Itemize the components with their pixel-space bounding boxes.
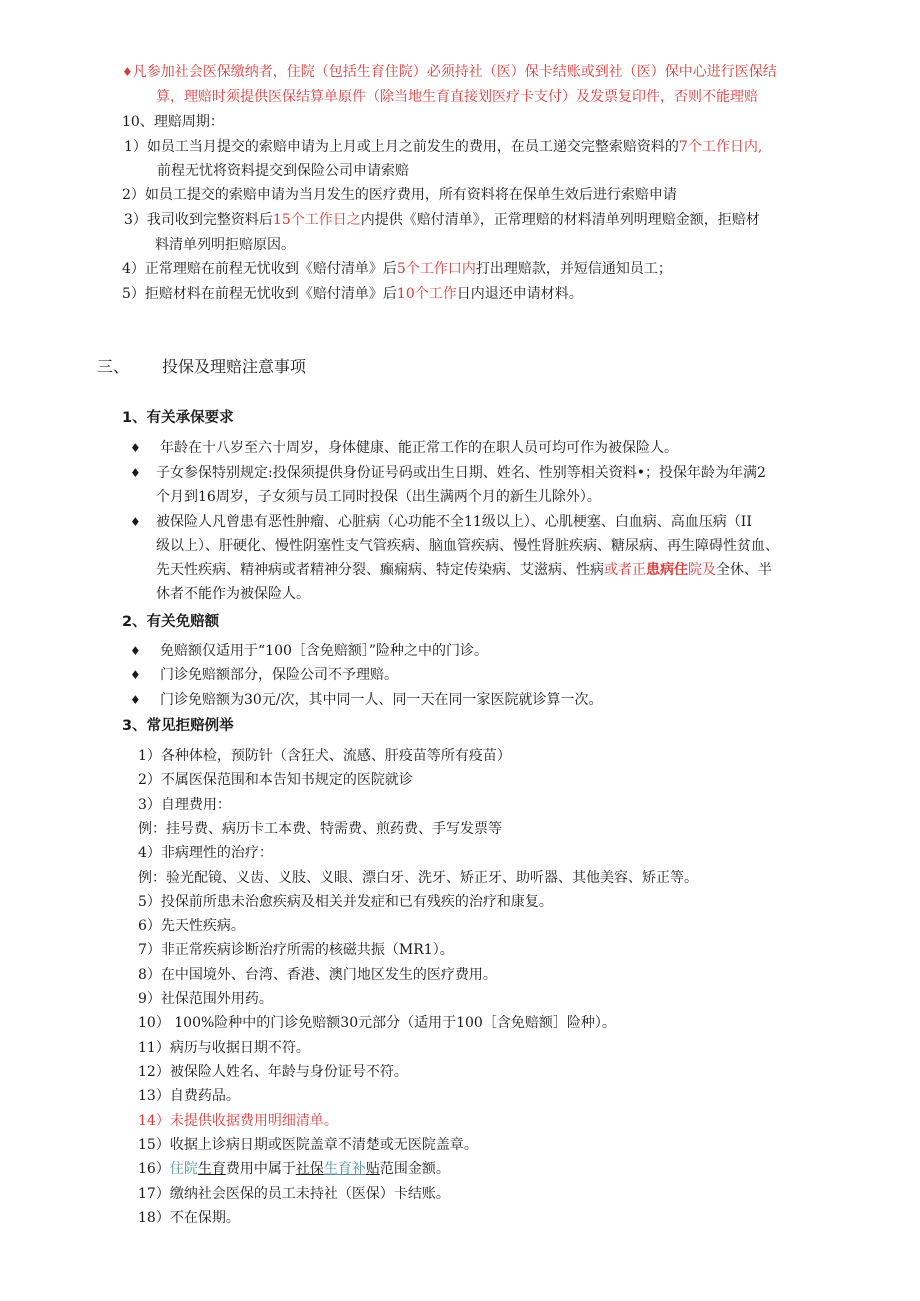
item-16-number: 16） (138, 1161, 170, 1177)
rejection-item: 18）不在保期。 (138, 1210, 240, 1226)
item-16-underlined-3: 贴 (365, 1161, 380, 1177)
s2-bullet-2: 门诊免赔额部分，保险公司不予理赔。 (160, 667, 398, 683)
item-16-end: 范围金额。 (379, 1161, 450, 1177)
section-title: 投保及理赔注意事项 (162, 357, 307, 376)
s2-bullet-3: 门诊免赔额为30元/次，其中同一人、同一天在同一家医院就诊算一次。 (160, 692, 603, 708)
s1-bullet-1: 年龄在十八岁至六十周岁，身体健康、能正常工作的在职人员可均可作为被保险人。 (160, 440, 678, 456)
rejection-item: 3）自理费用： (138, 797, 231, 813)
rejection-item: 15）收据上诊病日期或医院盖章不清楚或无医院盖章。 (138, 1137, 478, 1153)
rejection-item: 例：挂号费、病历卡工本费、特需费、煎药费、手写发票等 (138, 821, 502, 837)
rejection-item: 13）自费药品。 (138, 1088, 240, 1104)
rejection-item: 12）被保险人姓名、年龄与身份证号不符。 (138, 1064, 408, 1080)
s1-bullet-3-line-1: 被保险人凡曾患有恶性肿瘤、心脏病（心功能不全11级以上）、心肌梗塞、白血病、高血压病（II (156, 514, 752, 530)
period-item-5-highlight: 10个工作 (396, 286, 457, 302)
diamond-bullet-icon: ♦ (130, 668, 141, 682)
s1-bullet-3-line-4: 休者不能作为被保险人。 (156, 586, 310, 602)
s1-bullet-3-line-3-post: 全休、半 (716, 562, 772, 578)
s1-bullet-3-red-bold: 患病住 (646, 562, 688, 578)
intro-line-1 (122, 62, 777, 82)
diamond-bullet-icon: ♦ (130, 693, 141, 707)
item-16-teal-2: 生育补 (323, 1161, 366, 1177)
period-item-3-post: 内提供《赔付清单》，正常理赔的材料清单列明理赔金额，拒赔材 (360, 212, 760, 228)
s1-bullet-3-red-1: 或者正 (604, 562, 646, 578)
rejection-item: 9）社保范围外用药。 (138, 991, 273, 1007)
intro-text-1: 凡参加社会医保缴纳者，住院（包括生育住院）必须持社（医）保卡结账或到社（医）保中心进行医保结 (132, 64, 777, 80)
rejection-item: 1）各种体检，预防针（含狂犬、流感、肝疫苗等所有疫苗） (138, 748, 511, 764)
period-title: 10、理赔周期： (122, 114, 224, 130)
period-item-5-pre: 5）拒赔材料在前程无忧收到《赔付清单》后 (122, 286, 397, 302)
section-number: 三、 (97, 357, 130, 376)
item-16-mid: 费用中属于 (225, 1161, 296, 1177)
s1-bullet-2-line-2: 个月到16周岁，子女须与员工同时投保（出生满两个月的新生儿除外）。 (156, 489, 601, 505)
period-item-3 (124, 210, 760, 230)
rejection-item-16 (138, 1159, 450, 1179)
rejection-item-highlighted: 14）未提供收据费用明细清单。 (138, 1113, 338, 1129)
item-16-teal-1: 住院 (169, 1161, 198, 1177)
s1-bullet-3-line-3 (156, 560, 772, 580)
period-item-4-post: 打出理赔款，并短信通知员工； (475, 261, 672, 277)
diamond-bullet-icon: ♦ (130, 466, 141, 480)
intro-line-2: 算，理赔时须提供医保结算单原件（除当地生育直接划医疗卡支付）及发票复印件，否则不能理赔 (156, 89, 758, 105)
s1-bullet-3-line-2: 级以上）、肝硬化、慢性阴塞性支气管疾病、脑血管疾病、慢性肾脏疾病、糖尿病、再生障碍性贫血、 (156, 538, 779, 554)
period-item-4-highlight: 5个工作口内 (396, 261, 476, 277)
period-item-2: 2）如员工提交的索赔申请为当月发生的医疗费用，所有资料将在保单生效后进行索赔申请 (122, 187, 677, 203)
period-item-5 (122, 284, 583, 304)
diamond-bullet-icon: ♦ (122, 65, 133, 79)
rejection-item: 17）缴纳社会医保的员工未持社（医保）卡结账。 (138, 1186, 450, 1202)
period-item-4 (122, 259, 672, 279)
period-item-1-text: 1）如员工当月提交的索赔申请为上月或上月之前发生的费用，在员工递交完整索赔资料的 (124, 139, 679, 155)
item-16-underlined-1: 生育 (197, 1161, 226, 1177)
s2-bullet-1: 免赔额仅适用于“100［含免赔额］”险种之中的门诊。 (160, 643, 489, 659)
period-item-1-line-2: 前程无忧将资料提交到保险公司申请索赔 (157, 163, 409, 179)
s1-bullet-2-line-1: 子女参保特别规定:投保须提供身份证号码或出生日期、姓名、性别等相关资料•；投保年龄为年满2 (156, 465, 766, 481)
item-16-underlined-2: 社保 (295, 1161, 324, 1177)
rejection-item: 6）先天性疾病。 (138, 918, 245, 934)
period-item-5-post: 日内退还申请材料。 (456, 286, 583, 302)
rejection-item: 7）非正常疾病诊断治疗所需的核磁共振（MR1）。 (138, 942, 454, 958)
period-item-3-highlight: 15个工作日之 (272, 212, 361, 228)
rejection-item: 8）在中国境外、台湾、香港、澳门地区发生的医疗费用。 (138, 967, 497, 983)
period-item-3-line-2: 料清单列明拒赔原因。 (155, 237, 295, 253)
diamond-bullet-icon: ♦ (130, 515, 141, 529)
s1-bullet-3-red-2: 院及 (688, 562, 716, 578)
period-item-3-pre: 3）我司收到完整资料后 (124, 212, 273, 228)
rejection-item: 例：验光配镜、义齿、义肢、义眼、漂白牙、洗牙、矫正牙、助听器、其他美容、矫正等。 (138, 870, 698, 886)
subsection-2-title: 2、有关免赔额 (122, 614, 220, 630)
period-item-1 (124, 137, 762, 157)
period-item-1-highlight: 7个工作日内, (678, 139, 763, 155)
diamond-bullet-icon: ♦ (130, 441, 141, 455)
diamond-bullet-icon: ♦ (130, 644, 141, 658)
rejection-item: 10） 100%险种中的门诊免赔额30元部分（适用于100［含免赔额］险种）。 (138, 1015, 616, 1031)
rejection-item: 5）投保前所患未治愈疾病及相关并发症和已有残疾的治疗和康复。 (138, 894, 553, 910)
subsection-3-title: 3、常见拒赔例举 (122, 718, 234, 734)
subsection-1-title: 1、有关承保要求 (122, 410, 234, 426)
rejection-item: 2）不属医保范围和本告知书规定的医院就诊 (138, 772, 413, 788)
s1-bullet-3-line-3-pre: 先天性疾病、精神病或者精神分裂、癫痫病、特定传染病、艾滋病、性病 (156, 562, 604, 578)
period-item-4-pre: 4）正常理赔在前程无忧收到《赔付清单》后 (122, 261, 397, 277)
rejection-item: 11）病历与收据日期不符。 (138, 1040, 310, 1056)
rejection-item: 4）非病理性的治疗： (138, 845, 273, 861)
